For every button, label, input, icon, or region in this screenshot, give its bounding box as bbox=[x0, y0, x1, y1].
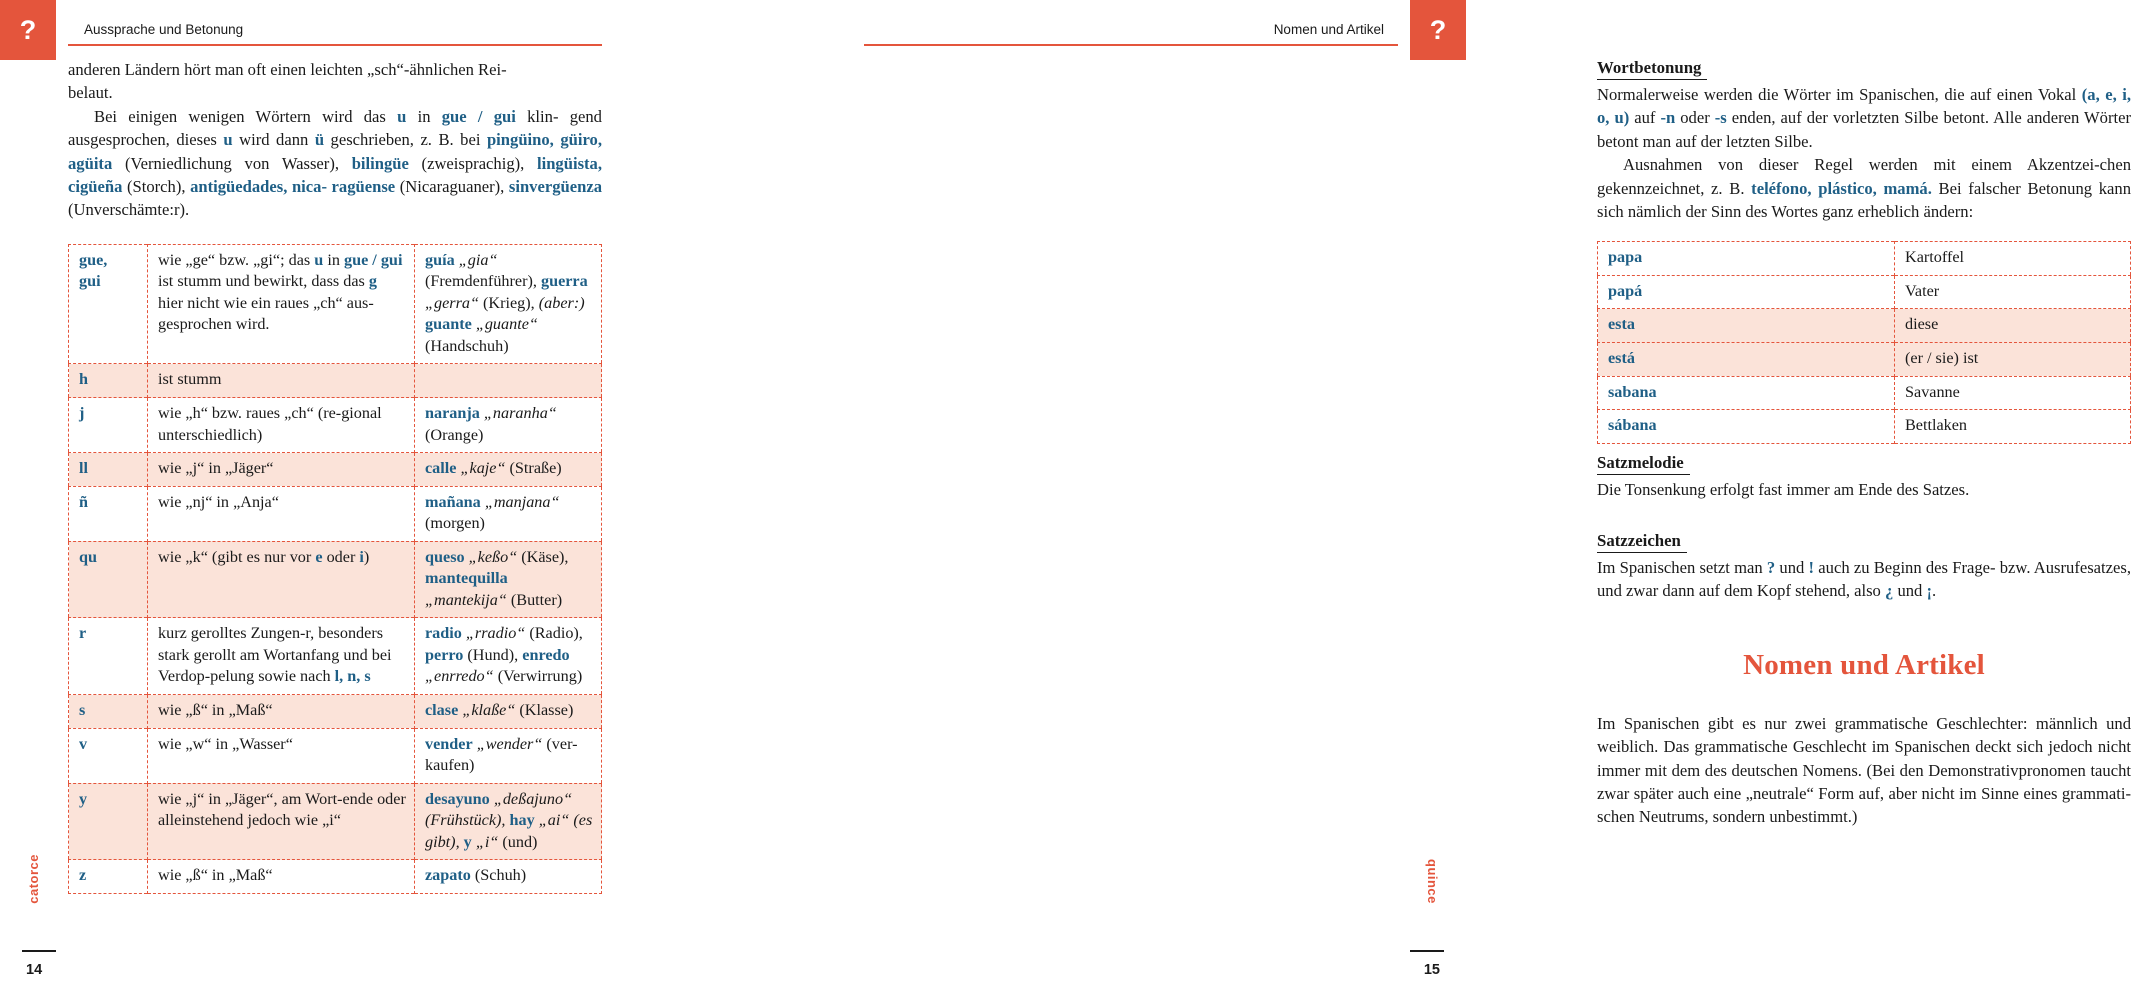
cell-meaning: Vater bbox=[1905, 281, 1940, 300]
cell-description: ist stumm bbox=[148, 364, 415, 398]
cell-example: radio „rradio“ (Radio), perro (Hund), enredo „enrredo“ (Verwirrung) bbox=[425, 624, 583, 686]
cell-letter: r bbox=[69, 618, 148, 695]
question-mark-icon: ? bbox=[0, 0, 56, 60]
folio-rule-right bbox=[1410, 950, 1444, 952]
folio-left: 14 bbox=[26, 962, 43, 978]
text-column-left bbox=[68, 58, 602, 894]
pronunciation-table bbox=[68, 244, 602, 894]
cell-word: sábana bbox=[1598, 410, 1895, 444]
cell-example bbox=[415, 364, 602, 398]
cell-example: queso „keßo“ (Käse), mantequilla „mantekija“ (Butter) bbox=[425, 547, 569, 609]
paragraph-gue-gui: Bei einigen wenigen Wörtern wird das u in gue / gui klin- gend ausgesprochen, dieses u wird dann ü geschrieben, z. B. bei pingüino, güiro, agüita (Verniedlichung von Wasser), bilingüe (zweisprachig), lingüista, cigüeña (Storch), antigüedades, nica- ragüense (Nicaraguaner), sinvergüenza (Unverschämte:r). bbox=[68, 106, 602, 220]
cell-letter: qu bbox=[69, 541, 148, 618]
cell-meaning: diese bbox=[1905, 315, 1939, 334]
cell-description: wie „j“ in „Jäger“ bbox=[148, 453, 415, 487]
cell-letter: z bbox=[69, 860, 148, 894]
cell-letter: ñ bbox=[69, 486, 148, 541]
cell-word: sabana bbox=[1598, 376, 1895, 410]
cell-letter: v bbox=[69, 728, 148, 783]
cell-word: papá bbox=[1598, 275, 1895, 309]
table-row bbox=[69, 541, 602, 618]
cell-description: wie „h“ bzw. raues „ch“ (re-gional unterschiedlich) bbox=[148, 398, 415, 453]
table-row bbox=[69, 486, 602, 541]
cell-description: wie „j“ in „Jäger“, am Wort-ende oder alleinstehend jedoch wie „i“ bbox=[148, 783, 415, 860]
paragraph-chapter-intro: Im Spanischen gibt es nur zwei grammatische Geschlechter: männlich und weiblich. Das grammatische Geschlecht im Spanischen deckt sich jedoch nicht immer mit dem des deutschen Nomens. (Bei den Demonstrativpronomen taucht zwar später auch eine „neutrale“ Form auf, aber nicht im Sinne eines grammatischen Neutrums, sondern unbestimmt.) bbox=[1597, 713, 2131, 827]
table-row bbox=[69, 728, 602, 783]
cell-example: guía „gia“ (Fremdenführer), guerra „gerra“ (Krieg), (aber:) guante „guante“ (Handschuh) bbox=[425, 250, 588, 355]
cell-word: esta bbox=[1598, 309, 1895, 343]
table-row bbox=[69, 618, 602, 695]
heading-wortbetonung: Wortbetonung bbox=[1597, 58, 1707, 80]
heading-satzmelodie: Satzmelodie bbox=[1597, 453, 1690, 475]
cell-word: papa bbox=[1598, 242, 1895, 276]
cell-letter: s bbox=[69, 695, 148, 729]
heading-wortbetonung-wrap bbox=[1597, 58, 2131, 82]
cell-example: clase „klaße“ (Klasse) bbox=[425, 701, 574, 720]
question-mark-icon: ? bbox=[1410, 0, 1466, 60]
table-row bbox=[69, 244, 602, 364]
cell-description: wie „nj“ in „Anja“ bbox=[148, 486, 415, 541]
page-right bbox=[733, 0, 2131, 1000]
cell-letter: gue, gui bbox=[69, 244, 148, 364]
cell-letter: j bbox=[69, 398, 148, 453]
running-head-left: Aussprache und Betonung bbox=[84, 22, 244, 37]
table-row bbox=[69, 398, 602, 453]
cell-meaning: Bettlaken bbox=[1905, 416, 1968, 435]
side-word-left: catorce bbox=[26, 854, 41, 904]
table-row bbox=[1598, 309, 2131, 343]
folio-right: 15 bbox=[1423, 962, 1440, 978]
running-head-rule bbox=[864, 44, 1398, 46]
table-row bbox=[1598, 275, 2131, 309]
cell-meaning: Savanne bbox=[1905, 382, 1960, 401]
table-row bbox=[1598, 242, 2131, 276]
table-row bbox=[69, 783, 602, 860]
table-row bbox=[69, 695, 602, 729]
text-column-right bbox=[1597, 58, 2131, 829]
cell-example: calle „kaje“ (Straße) bbox=[425, 459, 562, 478]
cell-letter: y bbox=[69, 783, 148, 860]
paragraph-continued: anderen Ländern hört man oft einen leichten „sch“-ähnlichen Rei- belaut. bbox=[68, 60, 507, 103]
heading-satzzeichen: Satzzeichen bbox=[1597, 531, 1687, 553]
table-row bbox=[69, 453, 602, 487]
cell-word: está bbox=[1598, 342, 1895, 376]
heading-satzmelodie-wrap bbox=[1597, 453, 2131, 477]
table-row bbox=[1598, 342, 2131, 376]
cell-description: wie „ge“ bzw. „gi“; das u in gue / gui ist stumm und bewirkt, dass das g hier nicht wie ein raues „ch“ aus-gesprochen wird. bbox=[148, 244, 415, 364]
cell-description: wie „ß“ in „Maß“ bbox=[148, 860, 415, 894]
table-row bbox=[69, 364, 602, 398]
table-row bbox=[1598, 376, 2131, 410]
table-row bbox=[1598, 410, 2131, 444]
running-head-rule bbox=[68, 44, 602, 46]
stress-pairs-table bbox=[1597, 241, 2131, 443]
cell-description: wie „w“ in „Wasser“ bbox=[148, 728, 415, 783]
cell-meaning: (er / sie) ist bbox=[1905, 348, 1979, 367]
paragraph-satzmelodie: Die Tonsenkung erfolgt fast immer am Ende des Satzes. bbox=[1597, 479, 1970, 499]
cell-meaning: Kartoffel bbox=[1905, 248, 1965, 267]
cell-example: vender „wender“ (ver-kaufen) bbox=[425, 734, 578, 775]
paragraph-wortbetonung-2: Ausnahmen von dieser Regel werden mit einem Akzentzei-chen gekennzeichnet, z. B. teléfono, plástico, mamá. Bei falscher Betonung kann sich nämlich der Sinn des Wortes ganz erheblich ändern: bbox=[1597, 155, 2131, 221]
table-row bbox=[69, 860, 602, 894]
cell-example: zapato (Schuh) bbox=[425, 866, 527, 885]
cell-description: kurz gerolltes Zungen-r, besonders stark gerollt am Wortanfang und bei Verdop-pelung sowie nach l, n, s bbox=[148, 618, 415, 695]
cell-description: wie „k“ (gibt es nur vor e oder i) bbox=[148, 541, 415, 618]
cell-letter: ll bbox=[69, 453, 148, 487]
page-left bbox=[0, 0, 733, 1000]
side-word-right: quince bbox=[1425, 859, 1440, 904]
paragraph-wortbetonung-1: Normalerweise werden die Wörter im Spanischen, die auf einen Vokal (a, e, i, o, u) auf -n oder -s enden, auf der vorletzten Silbe betont. Alle anderen Wörter betont man auf der letzten Silbe. bbox=[1597, 85, 2131, 151]
cell-letter: h bbox=[69, 364, 148, 398]
cell-description: wie „ß“ in „Maß“ bbox=[148, 695, 415, 729]
heading-satzzeichen-wrap bbox=[1597, 531, 2131, 555]
chapter-title: Nomen und Artikel bbox=[1743, 648, 1985, 681]
cell-example: desayuno „deßajuno“ (Frühstück), hay „ai“ (es gibt), y „i“ (und) bbox=[425, 789, 593, 851]
cell-example: naranja „naranha“ (Orange) bbox=[425, 404, 557, 444]
paragraph-satzzeichen: Im Spanischen setzt man ? und ! auch zu Beginn des Frage- bzw. Ausrufesatzes, und zwar dann auf dem Kopf stehend, also ¿ und ¡. bbox=[1597, 558, 2131, 601]
folio-rule-left bbox=[22, 950, 56, 952]
cell-example: mañana „manjana“ (morgen) bbox=[425, 492, 560, 533]
running-head-right: Nomen und Artikel bbox=[1273, 22, 1384, 37]
